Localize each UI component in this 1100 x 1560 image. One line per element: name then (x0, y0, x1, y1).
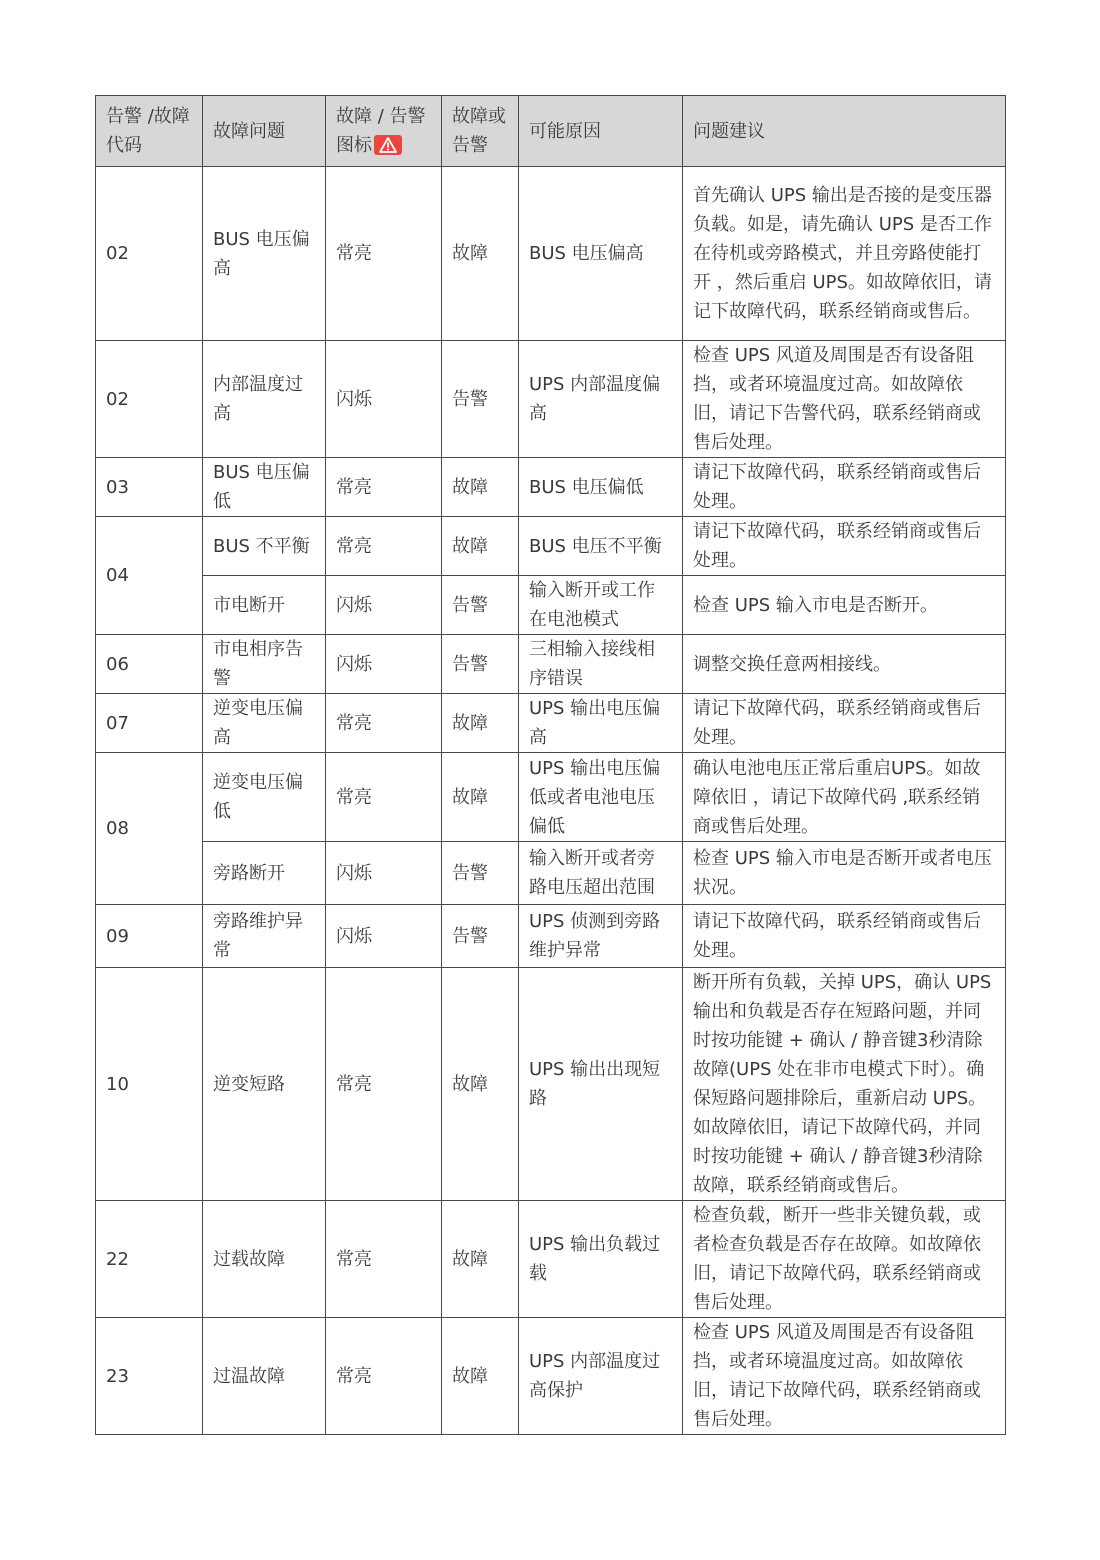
cell-cause: UPS 内部温度偏高 (519, 341, 683, 458)
cell-code: 09 (96, 905, 203, 968)
cell-icon-state: 闪烁 (326, 842, 442, 905)
cell-type: 故障 (442, 1201, 519, 1318)
cell-cause: UPS 输出电压偏低或者电池电压偏低 (519, 753, 683, 842)
table-row (96, 1201, 1006, 1318)
header-type: 故障或告警 (442, 96, 519, 167)
cell-code: 08 (96, 753, 203, 905)
cell-code: 23 (96, 1318, 203, 1435)
cell-issue: BUS 电压偏低 (203, 458, 326, 517)
cell-icon-state: 常亮 (326, 458, 442, 517)
cell-icon-state: 闪烁 (326, 635, 442, 694)
cell-issue: 旁路断开 (203, 842, 326, 905)
cell-issue: 逆变电压偏低 (203, 753, 326, 842)
cell-issue: 逆变电压偏高 (203, 694, 326, 753)
table-header-row (96, 96, 1006, 167)
cell-cause: 三相输入接线相序错误 (519, 635, 683, 694)
cell-icon-state: 闪烁 (326, 576, 442, 635)
table-row (96, 576, 1006, 635)
cell-type: 告警 (442, 905, 519, 968)
cell-icon-state: 常亮 (326, 167, 442, 341)
cell-type: 故障 (442, 167, 519, 341)
cell-cause: 输入断开或者旁路电压超出范围 (519, 842, 683, 905)
cell-advice: 确认电池电压正常后重启UPS。如故障依旧 ，请记下故障代码 ,联系经销商或售后处理。 (683, 753, 1006, 842)
header-code: 告警 /故障代码 (96, 96, 203, 167)
table-row (96, 968, 1006, 1201)
cell-code: 03 (96, 458, 203, 517)
cell-cause: UPS 输出负载过载 (519, 1201, 683, 1318)
header-issue: 故障问题 (203, 96, 326, 167)
table-row (96, 753, 1006, 842)
warning-icon (374, 135, 402, 155)
cell-cause: UPS 侦测到旁路维护异常 (519, 905, 683, 968)
cell-icon-state: 常亮 (326, 1201, 442, 1318)
cell-type: 告警 (442, 341, 519, 458)
header-cause: 可能原因 (519, 96, 683, 167)
cell-code: 02 (96, 341, 203, 458)
cell-advice: 请记下故障代码，联系经销商或售后处理。 (683, 458, 1006, 517)
cell-issue: 过温故障 (203, 1318, 326, 1435)
table-row (96, 694, 1006, 753)
cell-advice: 检查 UPS 风道及周围是否有设备阻挡，或者环境温度过高。如故障依旧，请记下故障代码，联系经销商或售后处理。 (683, 1318, 1006, 1435)
cell-icon-state: 常亮 (326, 753, 442, 842)
table-row (96, 458, 1006, 517)
cell-type: 告警 (442, 576, 519, 635)
cell-code: 07 (96, 694, 203, 753)
cell-issue: 市电相序告警 (203, 635, 326, 694)
cell-type: 故障 (442, 458, 519, 517)
cell-type: 故障 (442, 968, 519, 1201)
cell-cause: BUS 电压不平衡 (519, 517, 683, 576)
cell-advice: 请记下故障代码，联系经销商或售后处理。 (683, 905, 1006, 968)
cell-icon-state: 闪烁 (326, 905, 442, 968)
cell-type: 故障 (442, 753, 519, 842)
cell-advice: 请记下故障代码，联系经销商或售后处理。 (683, 694, 1006, 753)
cell-code: 04 (96, 517, 203, 635)
cell-code: 10 (96, 968, 203, 1201)
cell-cause: UPS 内部温度过高保护 (519, 1318, 683, 1435)
cell-type: 告警 (442, 635, 519, 694)
cell-advice: 检查 UPS 风道及周围是否有设备阻挡，或者环境温度过高。如故障依旧，请记下告警代码，联系经销商或售后处理。 (683, 341, 1006, 458)
table-row (96, 341, 1006, 458)
cell-issue: BUS 不平衡 (203, 517, 326, 576)
table-row (96, 517, 1006, 576)
cell-issue: 逆变短路 (203, 968, 326, 1201)
cell-type: 故障 (442, 1318, 519, 1435)
cell-code: 22 (96, 1201, 203, 1318)
cell-type: 故障 (442, 517, 519, 576)
cell-type: 告警 (442, 842, 519, 905)
fault-code-table (95, 95, 1006, 1435)
cell-cause: UPS 输出电压偏高 (519, 694, 683, 753)
cell-cause: BUS 电压偏低 (519, 458, 683, 517)
table-row (96, 842, 1006, 905)
cell-code: 06 (96, 635, 203, 694)
cell-icon-state: 常亮 (326, 517, 442, 576)
cell-issue: 过载故障 (203, 1201, 326, 1318)
cell-code: 02 (96, 167, 203, 341)
cell-icon-state: 闪烁 (326, 341, 442, 458)
cell-advice: 首先确认 UPS 输出是否接的是变压器负载。如是，请先确认 UPS 是否工作在待机或旁路模式，并且旁路使能打开 ，然后重启 UPS。如故障依旧，请记下故障代码，联系经销商或售后。 (683, 167, 1006, 341)
cell-icon-state: 常亮 (326, 968, 442, 1201)
cell-advice: 请记下故障代码，联系经销商或售后处理。 (683, 517, 1006, 576)
cell-advice: 检查 UPS 输入市电是否断开或者电压状况。 (683, 842, 1006, 905)
cell-type: 故障 (442, 694, 519, 753)
cell-cause: UPS 输出出现短路 (519, 968, 683, 1201)
cell-icon-state: 常亮 (326, 694, 442, 753)
cell-issue: 市电断开 (203, 576, 326, 635)
cell-advice: 调整交换任意两相接线。 (683, 635, 1006, 694)
table-row (96, 905, 1006, 968)
cell-advice: 断开所有负载，关掉 UPS，确认 UPS 输出和负载是否存在短路问题，并同时按功能键 + 确认 / 静音键3秒清除故障(UPS 处在非市电模式下时）。确保短路问题排除后，重新启动 UPS。如故障依旧，请记下故障代码，并同时按功能键 + 确认 / 静音键3秒清除故障，联系经销商或售后。 (683, 968, 1006, 1201)
cell-advice: 检查负载，断开一些非关键负载，或者检查负载是否存在故障。如故障依旧，请记下故障代码，联系经销商或售后处理。 (683, 1201, 1006, 1318)
table-row (96, 635, 1006, 694)
header-icon-label: 故障 / 告警图标 (336, 106, 426, 156)
header-advice: 问题建议 (683, 96, 1006, 167)
table-row (96, 167, 1006, 341)
cell-issue: 旁路维护异常 (203, 905, 326, 968)
cell-icon-state: 常亮 (326, 1318, 442, 1435)
cell-issue: BUS 电压偏高 (203, 167, 326, 341)
cell-advice: 检查 UPS 输入市电是否断开。 (683, 576, 1006, 635)
cell-cause: 输入断开或工作在电池模式 (519, 576, 683, 635)
table-row (96, 1318, 1006, 1435)
cell-cause: BUS 电压偏高 (519, 167, 683, 341)
cell-issue: 内部温度过高 (203, 341, 326, 458)
header-icon (326, 96, 442, 167)
